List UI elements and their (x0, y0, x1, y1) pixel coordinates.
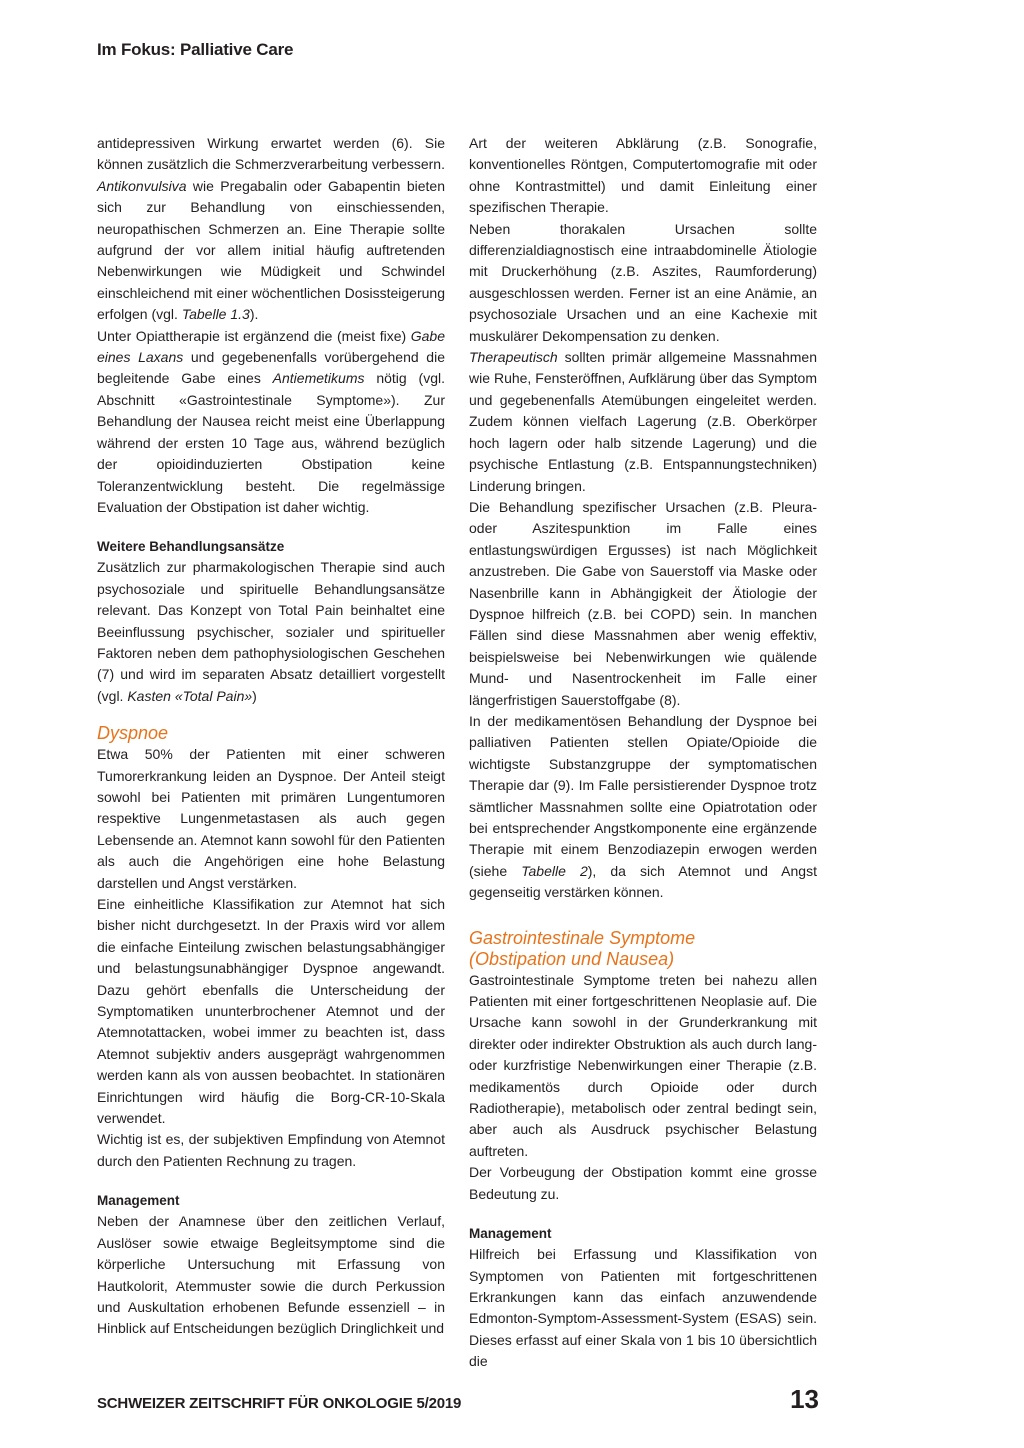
emphasis: Gabe eines Laxans (97, 327, 445, 366)
paragraph (97, 326, 445, 519)
table-reference: Tabelle 2 (521, 862, 588, 879)
left-column (97, 133, 445, 1340)
text-run: antidepressiven Wirkung erwartet werden (6). Sie können zusätzlich die Schmerzverarbeitung verbessern. (97, 135, 445, 173)
paragraph (469, 711, 817, 904)
text-run: Zusätzlich zur pharmakologischen Therapie sind auch psychosoziale und spirituelle Behandlungsansätze relevant. Das Konzept von Total Pain beinhaltet eine Beeinflussung psychischer, sozialer und spiritueller Faktoren neben dem pathophysiologischen Geschehen (7) und wird im separaten Absatz detailliert vorgestellt (vgl. (97, 559, 445, 704)
section-heading-line: (Obstipation und Nausea) (469, 948, 675, 969)
emphasis: Antikonvulsiva (97, 177, 187, 194)
subheading: Weitere Behandlungsansätze (97, 539, 285, 555)
section-heading-line: Gastrointestinale Symptome (469, 927, 696, 948)
paragraph (97, 557, 445, 707)
running-header: Im Fokus: Palliative Care (97, 40, 294, 59)
paragraph: Gastrointestinale Symptome treten bei nahezu allen Patienten mit einer fortgeschrittenen Neoplasie auf. Die Ursache kann sowohl in der Grunderkrankung mit direkter oder indirekter Obstruktion als auch durch lang- oder kurzfristige Nebenwirkungen einer Therapie (z.B. medikamentös durch Opioide oder durch Radiotherapie), metabolisch oder zentral bedingt sein, aber auch als Ausdruck psychischer Belastung auftreten. (469, 971, 817, 1159)
page-number: 13 (790, 1384, 819, 1414)
box-reference: Kasten «Total Pain» (127, 687, 253, 704)
paragraph: Die Behandlung spezifischer Ursachen (z.B. Pleura- oder Aszitespunktion im Falle eines entlastungswürdigen Ergusses) ist nach Möglichkeit anzustreben. Die Gabe von Sauerstoff via Maske oder Nasenbrille kann in Abhängigkeit der Ätiologie der Dyspnoe hilfreich (z.B. bei COPD) sein. In manchen Fällen sind diese Massnahmen aber wenig effektiv, beispielsweise bei Nebenwirkungen wie quälende Mund- und Nasentrockenheit im Falle einer längerfristigen Sauerstoffgabe (8). (469, 498, 817, 708)
text-run: und gegebenenfalls vorübergehend die begleitende Gabe eines (97, 349, 445, 387)
paragraph: Neben thorakalen Ursachen sollte differenzialdiagnostisch eine intraabdominelle Ätiologie mit Druckerhöhung (z.B. Aszites, Raumforderung) ausgeschlossen werden. Ferner ist an eine Anämie, an psychosoziale Ursachen und an eine Kachexie mit muskulärer Dekompensation zu denken. (469, 220, 817, 344)
paragraph: Der Vorbeugung der Obstipation kommt eine grosse Bedeutung zu. (469, 1164, 817, 1202)
paragraph: Etwa 50% der Patienten mit einer schweren Tumorerkrankung leiden an Dyspnoe. Der Anteil steigt sowohl bei Patienten mit primären Lungentumoren respektive Lungenmetastasen als auch gegen Lebensende an. Atemnot kann sowohl für den Patienten als auch die Angehörigen eine hohe Belastung darstellen und Angst verstärken. (97, 746, 445, 891)
text-run: wie Pregabalin oder Gabapentin bieten sich zur Behandlung von einschiessenden, neuropathischen Schmerzen an. Eine Therapie sollte aufgrund der vor allem initial häufig auftretenden Nebenwirkungen wie Müdigkeit und Schwindel einschleichend mit einer wöchentlichen Dosissteigerung erfolgen (vgl. (97, 177, 445, 323)
text-run: ), da sich Atemnot und Angst gegenseitig verstärken können. (469, 862, 817, 901)
paragraph (469, 347, 817, 497)
journal-footer: SCHWEIZER ZEITSCHRIFT FÜR ONKOLOGIE 5/2019 (97, 1395, 462, 1412)
text-run: ). (249, 306, 259, 323)
text-run: sollten primär allgemeine Massnahmen wie Ruhe, Fensteröffnen, Aufklärung über das Symptom und gegebenenfalls Atemübungen eingeleitet werden. Zudem können vielfach Lagerung (z.B. Oberkörper hoch lagern oder halb sitzende Lagerung) und die psychische Entlastung (z.B. Entspannungstechniken) Linderung bringen. (469, 349, 817, 494)
text-run: nötig (vgl. Abschnitt «Gastrointestinale Symptome»). Zur Behandlung der Nausea reicht meist eine Überlappung während der ersten 10 Tage aus, während bezüglich der opioidinduzierten Obstipation keine Toleranzentwicklung besteht. Die regelmässige Evaluation der Obstipation ist daher wichtig. (97, 370, 445, 515)
section-heading: Dyspnoe (97, 723, 169, 744)
right-column (469, 133, 817, 1373)
table-reference: Tabelle 1.3 (181, 306, 250, 323)
paragraph (97, 133, 445, 326)
text-run: ) (252, 687, 257, 704)
paragraph: Art der weiteren Abklärung (z.B. Sonografie, konventionelles Röntgen, Computertomografie mit oder ohne Kontrastmittel) und damit Einleitung einer spezifischen Therapie. (469, 135, 817, 216)
section-heading (469, 928, 817, 970)
emphasis: Antiemetikums (272, 370, 365, 387)
paragraph: Hilfreich bei Erfassung und Klassifikation von Symptomen von Patienten mit fortgeschrittenen Erkrankungen kann das einfach anzuwendende Edmonton-Symptom-Assessment-System (ESAS) sein. Dieses erfasst auf einer Skala von 1 bis 10 übersichtlich die (469, 1246, 817, 1370)
subheading: Management (469, 1226, 552, 1242)
paragraph: Neben der Anamnese über den zeitlichen Verlauf, Auslöser sowie etwaige Begleitsymptome sind die körperliche Untersuchung mit Erfassung von Hautkolorit, Atemmuster sowie die durch Perkussion und Auskultation erhobenen Befunde essenziell – in Hinblick auf Entscheidungen bezüglich Dringlichkeit und (97, 1213, 445, 1337)
text-run: In der medikamentösen Behandlung der Dyspnoe bei palliativen Patienten stellen Opiate/Opioide die wichtigste Substanzgruppe der symptomatischen Therapie dar (9). Im Falle persistierender Dyspnoe trotz sämtlicher Massnahmen sollte eine Opiatrotation oder bei entsprechender Angstkomponente eine ergänzende Therapie mit einem Benzodiazepin erwogen werden (siehe (469, 712, 817, 879)
text-run: Unter Opiattherapie ist ergänzend die (meist fixe) (97, 327, 411, 344)
subheading: Management (97, 1193, 180, 1209)
emphasis: Therapeutisch (469, 349, 558, 366)
paragraph: Eine einheitliche Klassifikation zur Atemnot hat sich bisher nicht durchgesetzt. In der Praxis wird vor allem die einfache Einteilung zwischen belastungsabhängiger und belastungsunabhängiger Dyspnoe angewandt. Dazu gehört ebenfalls die Unterscheidung der Symptomatiken ununterbrochener Atemnot und der Atemnotattacken, wobei immer zu beachten ist, dass Atemnot subjektiv anders ausgeprägt wahrgenommen werden kann als von aussen beobachtet. In stationären Einrichtungen wird häufig die Borg-CR-10-Skala verwendet. (97, 896, 445, 1127)
paragraph: Wichtig ist es, der subjektiven Empfindung von Atemnot durch den Patienten Rechnung zu tragen. (97, 1131, 445, 1169)
